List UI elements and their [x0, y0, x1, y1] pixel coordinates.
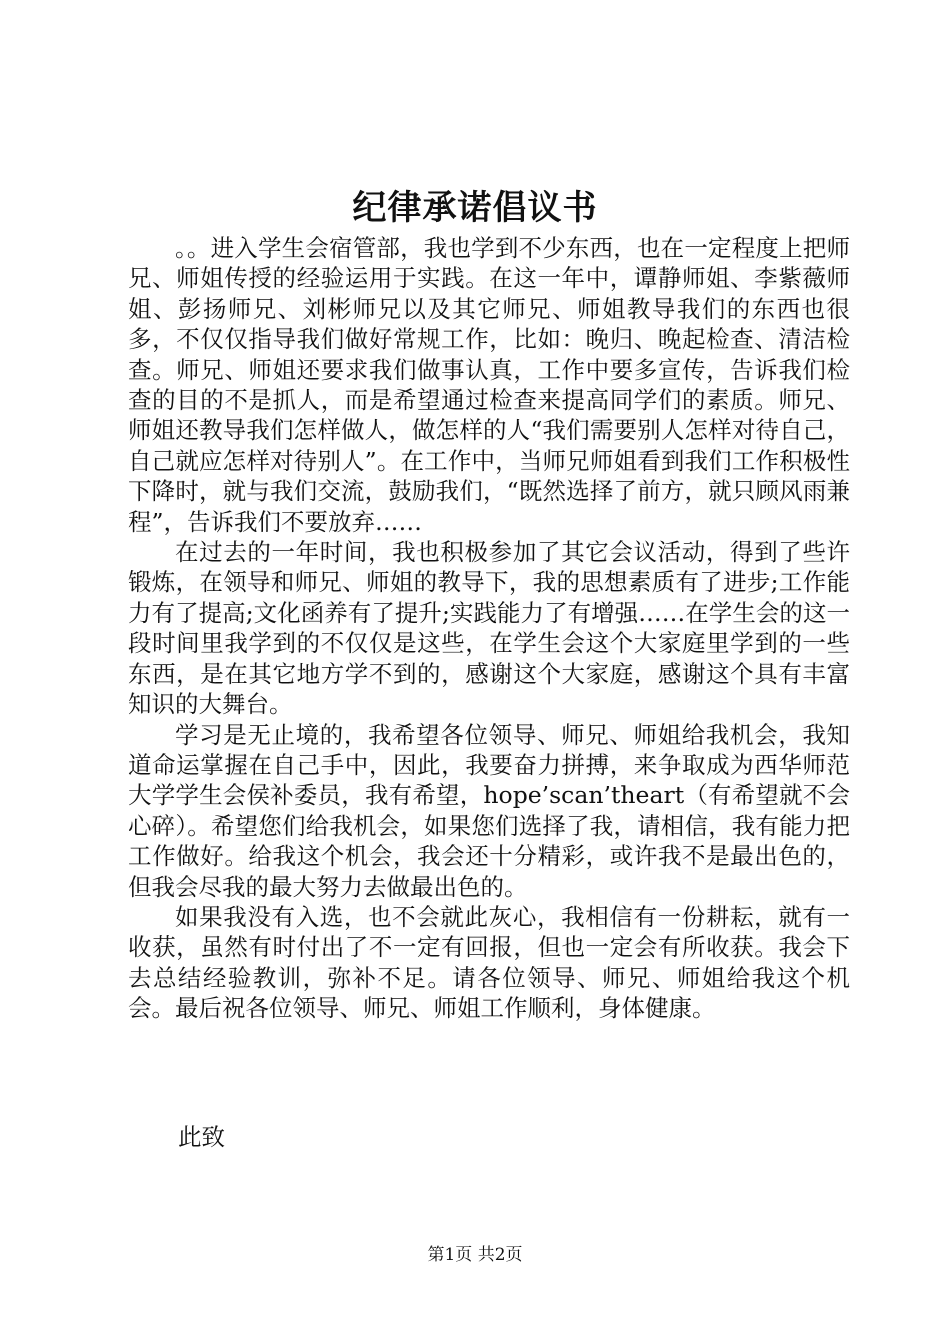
document-body — [128, 233, 850, 1024]
body-paragraph-1: 。。进入学生会宿管部，我也学到不少东西，也在一定程度上把师兄、师姐传授的经验运用于实践。在这一年中，谭静师姐、李紫薇师姐、彭扬师兄、刘彬师兄以及其它师兄、师姐教导我们的东西也很多，不仅仅指导我们做好常规工作，比如：晚归、晚起检查、清洁检查。师兄、师姐还要求我们做事认真，工作中要多宣传，告诉我们检查的目的不是抓人，而是希望通过检查来提高同学们的素质。师兄、师姐还教导我们怎样做人，做怎样的人“我们需要别人怎样对待自己，自己就应怎样对待别人”。在工作中，当师兄师姐看到我们工作积极性下降时，就与我们交流，鼓励我们，“既然选择了前方，就只顾风雨兼程”，告诉我们不要放弃…… — [128, 234, 850, 536]
closing-salutation: 此致 — [178, 1123, 225, 1151]
document-title: 纪律承诺倡议书 — [352, 188, 598, 228]
body-paragraph-3: 学习是无止境的，我希望各位领导、师兄、师姐给我机会，我知道命运掌握在自己手中，因此，我要奋力拼搏，来争取成为西华师范大学学生会侯补委员，我有希望，hope’scan’theart（有希望就不会心碎）。希望您们给我机会，如果您们选择了我，请相信，我有能力把工作做好。给我这个机会，我会还十分精彩，或许我不是最出色的，但我会尽我的最大努力去做最出色的。 — [128, 720, 850, 901]
page-footer: 第1页 共2页 — [427, 1245, 523, 1265]
body-paragraph-2: 在过去的一年时间，我也积极参加了其它会议活动，得到了些许锻炼，在领导和师兄、师姐的教导下，我的思想素质有了进步;工作能力有了提高;文化函养有了提升;实践能力了有增强……在学生会的这一段时间里我学到的不仅仅是这些，在学生会这个大家庭里学到的一些东西，是在其它地方学不到的，感谢这个大家庭，感谢这个具有丰富知识的大舞台。 — [128, 538, 850, 719]
body-paragraph-4: 如果我没有入选，也不会就此灰心，我相信有一份耕耘，就有一收获，虽然有时付出了不一定有回报，但也一定会有所收获。我会下去总结经验教训，弥补不足。请各位领导、师兄、师姐给我这个机会。最后祝各位领导、师兄、师姐工作顺利，身体健康。 — [128, 902, 850, 1023]
